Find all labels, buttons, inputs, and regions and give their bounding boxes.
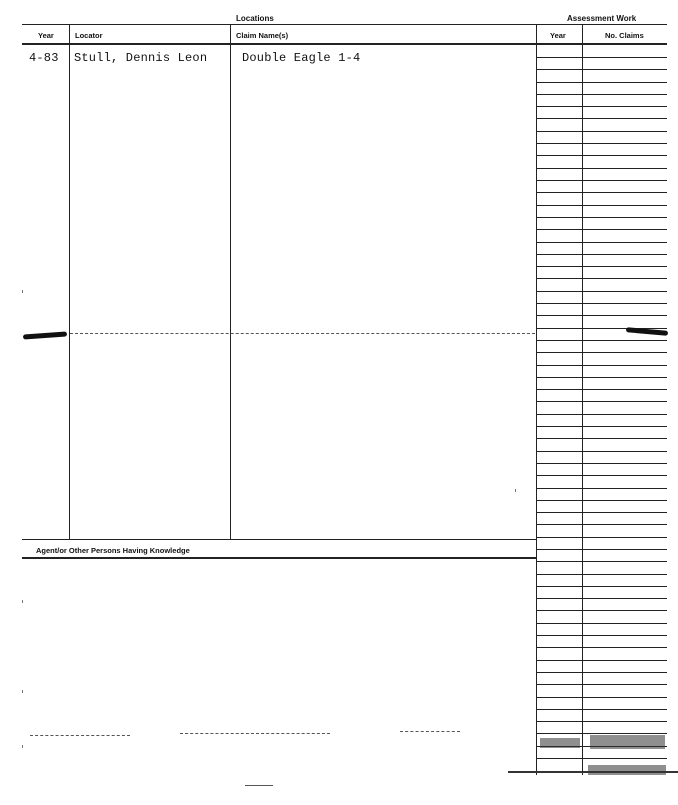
assessment-row-line [537, 106, 667, 107]
assessment-row-line [537, 635, 667, 636]
divider-claims-assessment [536, 25, 537, 775]
assessment-row-line [537, 69, 667, 70]
assessment-row-line [537, 278, 667, 279]
assessment-row-line [537, 721, 667, 722]
assessment-row-line [537, 118, 667, 119]
assessment-row-line [537, 500, 667, 501]
assessment-row-line [537, 537, 667, 538]
assessment-row-line [537, 463, 667, 464]
scan-smudge [540, 738, 580, 748]
assessment-row-line [537, 574, 667, 575]
agent-section-rule [22, 557, 537, 559]
assessment-row-line [537, 229, 667, 230]
assessment-row-line [537, 451, 667, 452]
assessment-work-header: Assessment Work [567, 14, 637, 23]
scan-dot [22, 290, 23, 293]
assessment-row-line [537, 192, 667, 193]
col-header-year: Year [38, 31, 54, 40]
scan-smudge [588, 765, 666, 775]
assessment-row-line [537, 401, 667, 402]
assessment-row-line [537, 709, 667, 710]
assessment-row-line [537, 598, 667, 599]
scan-dot [22, 745, 23, 748]
assessment-row-line [537, 365, 667, 366]
scan-dot [515, 489, 516, 492]
assessment-row-line [537, 426, 667, 427]
assessment-row-line [537, 340, 667, 341]
scan-artifact-line [180, 733, 330, 734]
divider-assessment-year-claims [582, 25, 583, 775]
assessment-row-line [537, 57, 667, 58]
assessment-row-line [537, 512, 667, 513]
col-header-no-claims: No. Claims [605, 31, 644, 40]
assessment-row-line [537, 697, 667, 698]
col-header-claim-names: Claim Name(s) [236, 31, 289, 40]
assessment-row-line [537, 647, 667, 648]
col-header-assessment-year: Year [550, 31, 566, 40]
assessment-row-line [537, 561, 667, 562]
scan-dot [22, 690, 23, 693]
assessment-row-line [537, 488, 667, 489]
header-rule [22, 43, 667, 45]
scan-dot [22, 600, 23, 603]
assessment-row-line [537, 180, 667, 181]
assessment-row-line [537, 143, 667, 144]
fold-line [70, 333, 535, 334]
assessment-row-line [537, 205, 667, 206]
assessment-row-line [537, 610, 667, 611]
divider-locator-claims [230, 25, 231, 540]
assessment-row-line [537, 524, 667, 525]
assessment-row-line [537, 733, 667, 734]
agent-section-label: Agent/or Other Persons Having Knowledge [36, 546, 190, 555]
assessment-row-line [537, 155, 667, 156]
scan-smudge [590, 735, 665, 749]
scan-artifact-mark [245, 785, 273, 786]
assessment-row-line [537, 377, 667, 378]
assessment-row-line [537, 475, 667, 476]
assessment-row-line [537, 623, 667, 624]
assessment-row-line [537, 758, 667, 759]
divider-year-locator [69, 25, 70, 540]
assessment-row-line [537, 389, 667, 390]
top-rule [22, 24, 667, 25]
assessment-row-line [537, 684, 667, 685]
assessment-row-line [537, 82, 667, 83]
scan-artifact-line [400, 731, 460, 732]
assessment-row-line [537, 660, 667, 661]
assessment-row-line [537, 266, 667, 267]
assessment-row-line [537, 315, 667, 316]
assessment-row-line [537, 414, 667, 415]
assessment-row-line [537, 303, 667, 304]
locations-header: Locations [236, 14, 274, 23]
assessment-row-line [537, 131, 667, 132]
assessment-row-line [537, 586, 667, 587]
assessment-row-line [537, 438, 667, 439]
scan-artifact-line [30, 735, 130, 736]
assessment-row-line [537, 242, 667, 243]
row-year: 4-83 [29, 51, 59, 65]
assessment-row-line [537, 94, 667, 95]
assessment-row-line [537, 168, 667, 169]
locations-table-bottom-rule [22, 539, 537, 540]
row-claim-names: Double Eagle 1-4 [242, 51, 361, 65]
assessment-row-line [537, 254, 667, 255]
assessment-row-line [537, 672, 667, 673]
assessment-row-line [537, 549, 667, 550]
row-locator: Stull, Dennis Leon [74, 51, 208, 65]
marker-stroke-left [23, 331, 67, 339]
assessment-row-line [537, 291, 667, 292]
col-header-locator: Locator [75, 31, 103, 40]
assessment-row-line [537, 217, 667, 218]
assessment-row-line [537, 352, 667, 353]
